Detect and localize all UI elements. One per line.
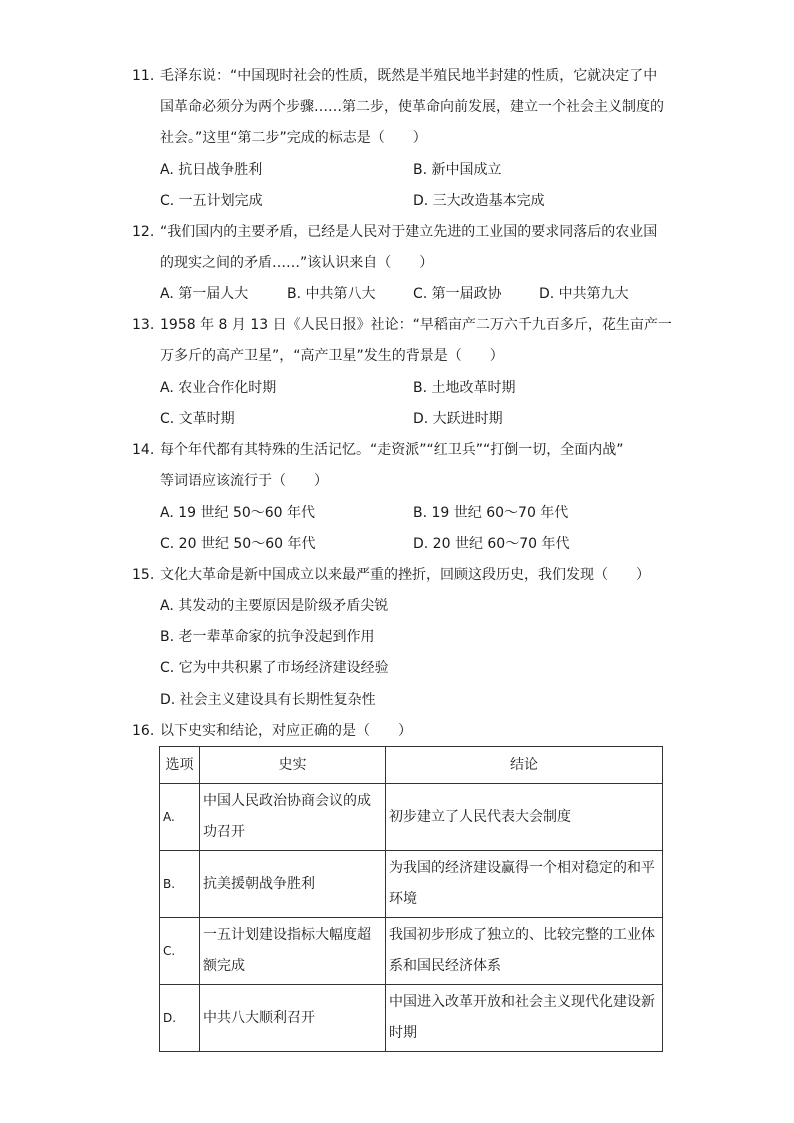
option-a: A. 第一届人大 (160, 286, 249, 302)
option-a: A. 19 世纪 50～60 年代 (160, 505, 316, 521)
table-row (160, 918, 663, 985)
row-conclusion: 初步建立了人民代表大会制度 (386, 784, 663, 851)
option-a: A. 农业合作化时期 (160, 380, 277, 396)
question-number: 14. (132, 442, 155, 458)
row-option: B. (160, 851, 200, 918)
row-fact: 中国人民政治协商会议的成功召开 (200, 784, 386, 851)
row-conclusion: 中国进入改革开放和社会主义现代化建设新时期 (386, 985, 663, 1052)
header-option: 选项 (160, 747, 200, 784)
header-fact: 史实 (200, 747, 386, 784)
question-text: 国革命必须分为两个步骤……第二步，使革命向前发展，建立一个社会主义制度的 (160, 99, 664, 115)
question-number: 15. (132, 567, 155, 583)
option-a: A. 抗日战争胜利 (160, 162, 263, 178)
option-d: D. 大跃进时期 (413, 411, 503, 427)
row-conclusion: 为我国的经济建设赢得一个相对稳定的和平环境 (386, 851, 663, 918)
question-text: 1958 年 8 月 13 日《人民日报》社论：“早稻亩产二万六千九百多斤，花生亩产一 (160, 317, 672, 333)
row-fact: 抗美援朝战争胜利 (200, 851, 386, 918)
table-row (160, 851, 663, 918)
option-b: B. 老一辈革命家的抗争没起到作用 (160, 629, 375, 645)
question-text: 毛泽东说：“中国现时社会的性质，既然是半殖民地半封建的性质，它就决定了中 (160, 68, 658, 84)
row-fact: 中共八大顺利召开 (200, 985, 386, 1052)
question-text: 以下史实和结论，对应正确的是（ ） (160, 723, 412, 739)
question-text: 的现实之间的矛盾……”该认识来自（ ） (160, 255, 434, 271)
question-text: 文化大革命是新中国成立以来最严重的挫折，回顾这段历史，我们发现（ ） (160, 567, 650, 583)
question-number: 16. (132, 723, 155, 739)
option-d: D. 社会主义建设具有长期性复杂性 (160, 692, 376, 708)
question-number: 13. (132, 317, 155, 333)
option-c: C. 它为中共积累了市场经济建设经验 (160, 660, 389, 676)
option-d: D. 三大改造基本完成 (413, 193, 545, 209)
row-option: C. (160, 918, 200, 985)
question-text: 等词语应该流行于（ ） (160, 473, 328, 489)
option-b: B. 新中国成立 (413, 162, 502, 178)
question-text: 社会。”这里“第二步”完成的标志是（ ） (160, 130, 427, 146)
row-fact: 一五计划建设指标大幅度超额完成 (200, 918, 386, 985)
option-c: C. 一五计划完成 (160, 193, 263, 209)
option-d: D. 20 世纪 60～70 年代 (413, 536, 570, 552)
option-d: D. 中共第九大 (539, 286, 629, 302)
option-b: B. 土地改革时期 (413, 380, 516, 396)
question-text: 每个年代都有其特殊的生活记忆。“走资派”“红卫兵”“打倒一切，全面内战” (160, 442, 624, 458)
option-c: C. 第一届政协 (413, 286, 502, 302)
table-row (160, 985, 663, 1052)
table-row (160, 784, 663, 851)
option-c: C. 20 世纪 50～60 年代 (160, 536, 316, 552)
row-option: D. (160, 985, 200, 1052)
option-b: B. 19 世纪 60～70 年代 (413, 505, 569, 521)
question-number: 12. (132, 224, 155, 240)
table-header-row (160, 747, 663, 784)
question-text: 万多斤的高产卫星”，“高产卫星”发生的背景是（ ） (160, 348, 504, 364)
answer-table (159, 746, 663, 1052)
option-b: B. 中共第八大 (287, 286, 376, 302)
row-conclusion: 我国初步形成了独立的、比较完整的工业体系和国民经济体系 (386, 918, 663, 985)
question-text: “我们国内的主要矛盾，已经是人民对于建立先进的工业国的要求同落后的农业国 (160, 224, 658, 240)
question-number: 11. (132, 68, 155, 84)
row-option: A. (160, 784, 200, 851)
option-c: C. 文革时期 (160, 411, 235, 427)
header-conclusion: 结论 (386, 747, 663, 784)
option-a: A. 其发动的主要原因是阶级矛盾尖锐 (160, 598, 389, 614)
